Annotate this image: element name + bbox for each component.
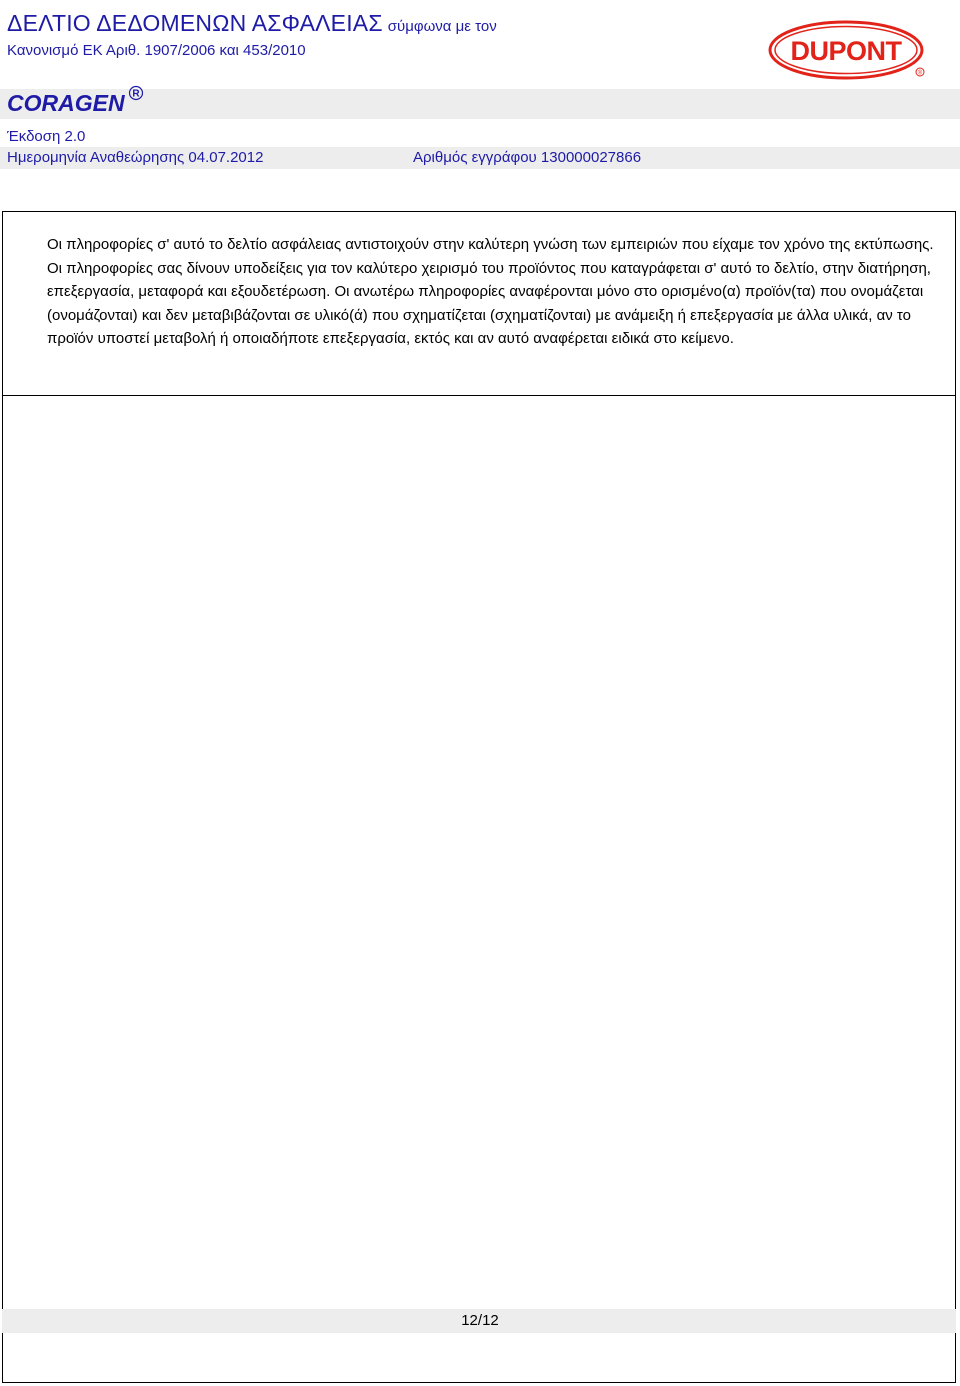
svg-text:R: R xyxy=(132,88,140,100)
dupont-logo xyxy=(768,20,928,80)
document-number: Αριθμός εγγράφου 130000027866 xyxy=(413,149,642,166)
svg-text:®: ® xyxy=(917,70,923,77)
page-number: 12/12 xyxy=(461,1312,499,1329)
document-title-main: ΔΕΛΤΙΟ ΔΕΔΟΜΕΝΩΝ ΑΣΦΑΛΕΙΑΣ xyxy=(7,10,383,36)
disclaimer-text: Οι πληροφορίες σ' αυτό το δελτίο ασφάλειας αντιστοιχούν στην καλύτερη γνώση των εμπειριών που είχαμε τον χρόνο της εκτύπωσης. Οι πληροφορίες σας δίνουν υποδείξεις για τον καλύτερο χειρισμό του προϊόντος που καταγράφεται σ' αυτό το δελτίο, στην διατήρηση, επεξεργασία, μεταφορά και εξουδετέρωση. Οι ανωτέρω πληροφορίες αναφέρονται μόνο στο ορισμένο(α) προϊόν(τα) που ονομάζεται (ονομάζονται) και δεν μεταβιβάζονται σε υλικό(ά) που σχηματίζεται (σχηματίζονται) με ανάμειξη ή επεξεργασία με άλλα υλικά, αν το προϊόν υποστεί μεταβολή ή οποιαδήποτε επεξεργασία, εκτός και αν αυτό αναφέρεται ειδικά στο κείμενο. xyxy=(47,236,934,348)
document-title-suffix: σύμφωνα με τον xyxy=(387,18,497,35)
logo-wordmark: DUPONT xyxy=(790,36,902,66)
product-name: CORAGEN xyxy=(7,90,125,116)
product-name-band xyxy=(0,89,960,119)
content-frame xyxy=(2,211,956,1383)
version-label: Έκδοση 2.0 xyxy=(7,128,86,145)
section-divider xyxy=(2,395,956,396)
regulation-reference: Κανονισμό ΕΚ Αριθ. 1907/2006 και 453/2010 xyxy=(7,42,306,59)
document-title xyxy=(7,12,497,35)
registered-mark-icon xyxy=(128,85,144,101)
revision-date: Ημερομηνία Αναθεώρησης 04.07.2012 xyxy=(7,149,264,166)
